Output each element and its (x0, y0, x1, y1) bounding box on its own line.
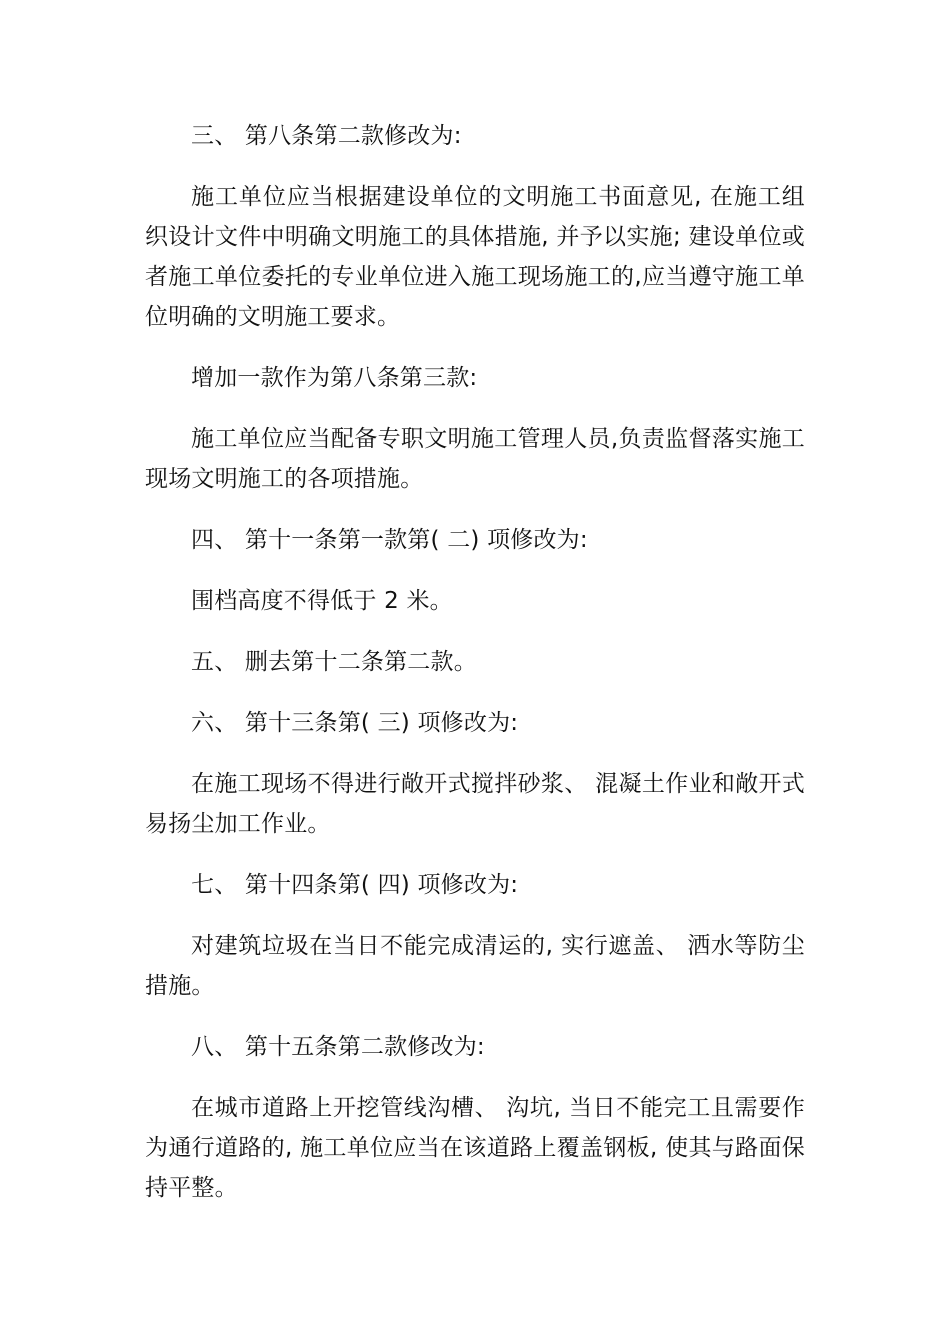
document-body (145, 116, 805, 1208)
section-heading-six: 六、 第十三条第( 三) 项修改为: (191, 710, 519, 736)
section-heading-four: 四、 第十一条第一款第( 二) 项修改为: (191, 527, 588, 553)
section-heading-five: 五、 删去第十二条第二款。 (191, 649, 477, 675)
paragraph-hoarding-height: 围档高度不得低于 2 米。 (191, 588, 453, 614)
paragraph-open-mixing: 在施工现场不得进行敞开式搅拌砂浆、 混凝土作业和敞开式易扬尘加工作业。 (145, 771, 805, 837)
section-heading-add-clause: 增加一款作为第八条第三款: (191, 365, 478, 391)
paragraph-dust-prevention: 对建筑垃圾在当日不能完成清运的, 实行遮盖、 洒水等防尘措施。 (145, 933, 805, 999)
paragraph-civilized-construction-opinion: 施工单位应当根据建设单位的文明施工书面意见, 在施工组织设计文件中明确文明施工的具体措施, 并予以实施; 建设单位或者施工单位委托的专业单位进入施工现场施工的,应当遵守施工单位明确的文明施工要求。 (145, 184, 805, 330)
section-heading-eight: 八、 第十五条第二款修改为: (191, 1034, 485, 1060)
section-heading-three: 三、 第八条第二款修改为: (191, 123, 462, 149)
section-heading-seven: 七、 第十四条第( 四) 项修改为: (191, 872, 519, 898)
paragraph-management-staff: 施工单位应当配备专职文明施工管理人员,负责监督落实施工现场文明施工的各项措施。 (145, 426, 805, 492)
paragraph-road-excavation: 在城市道路上开挖管线沟槽、 沟坑, 当日不能完工且需要作为通行道路的, 施工单位应当在该道路上覆盖钢板, 使其与路面保持平整。 (145, 1095, 805, 1201)
